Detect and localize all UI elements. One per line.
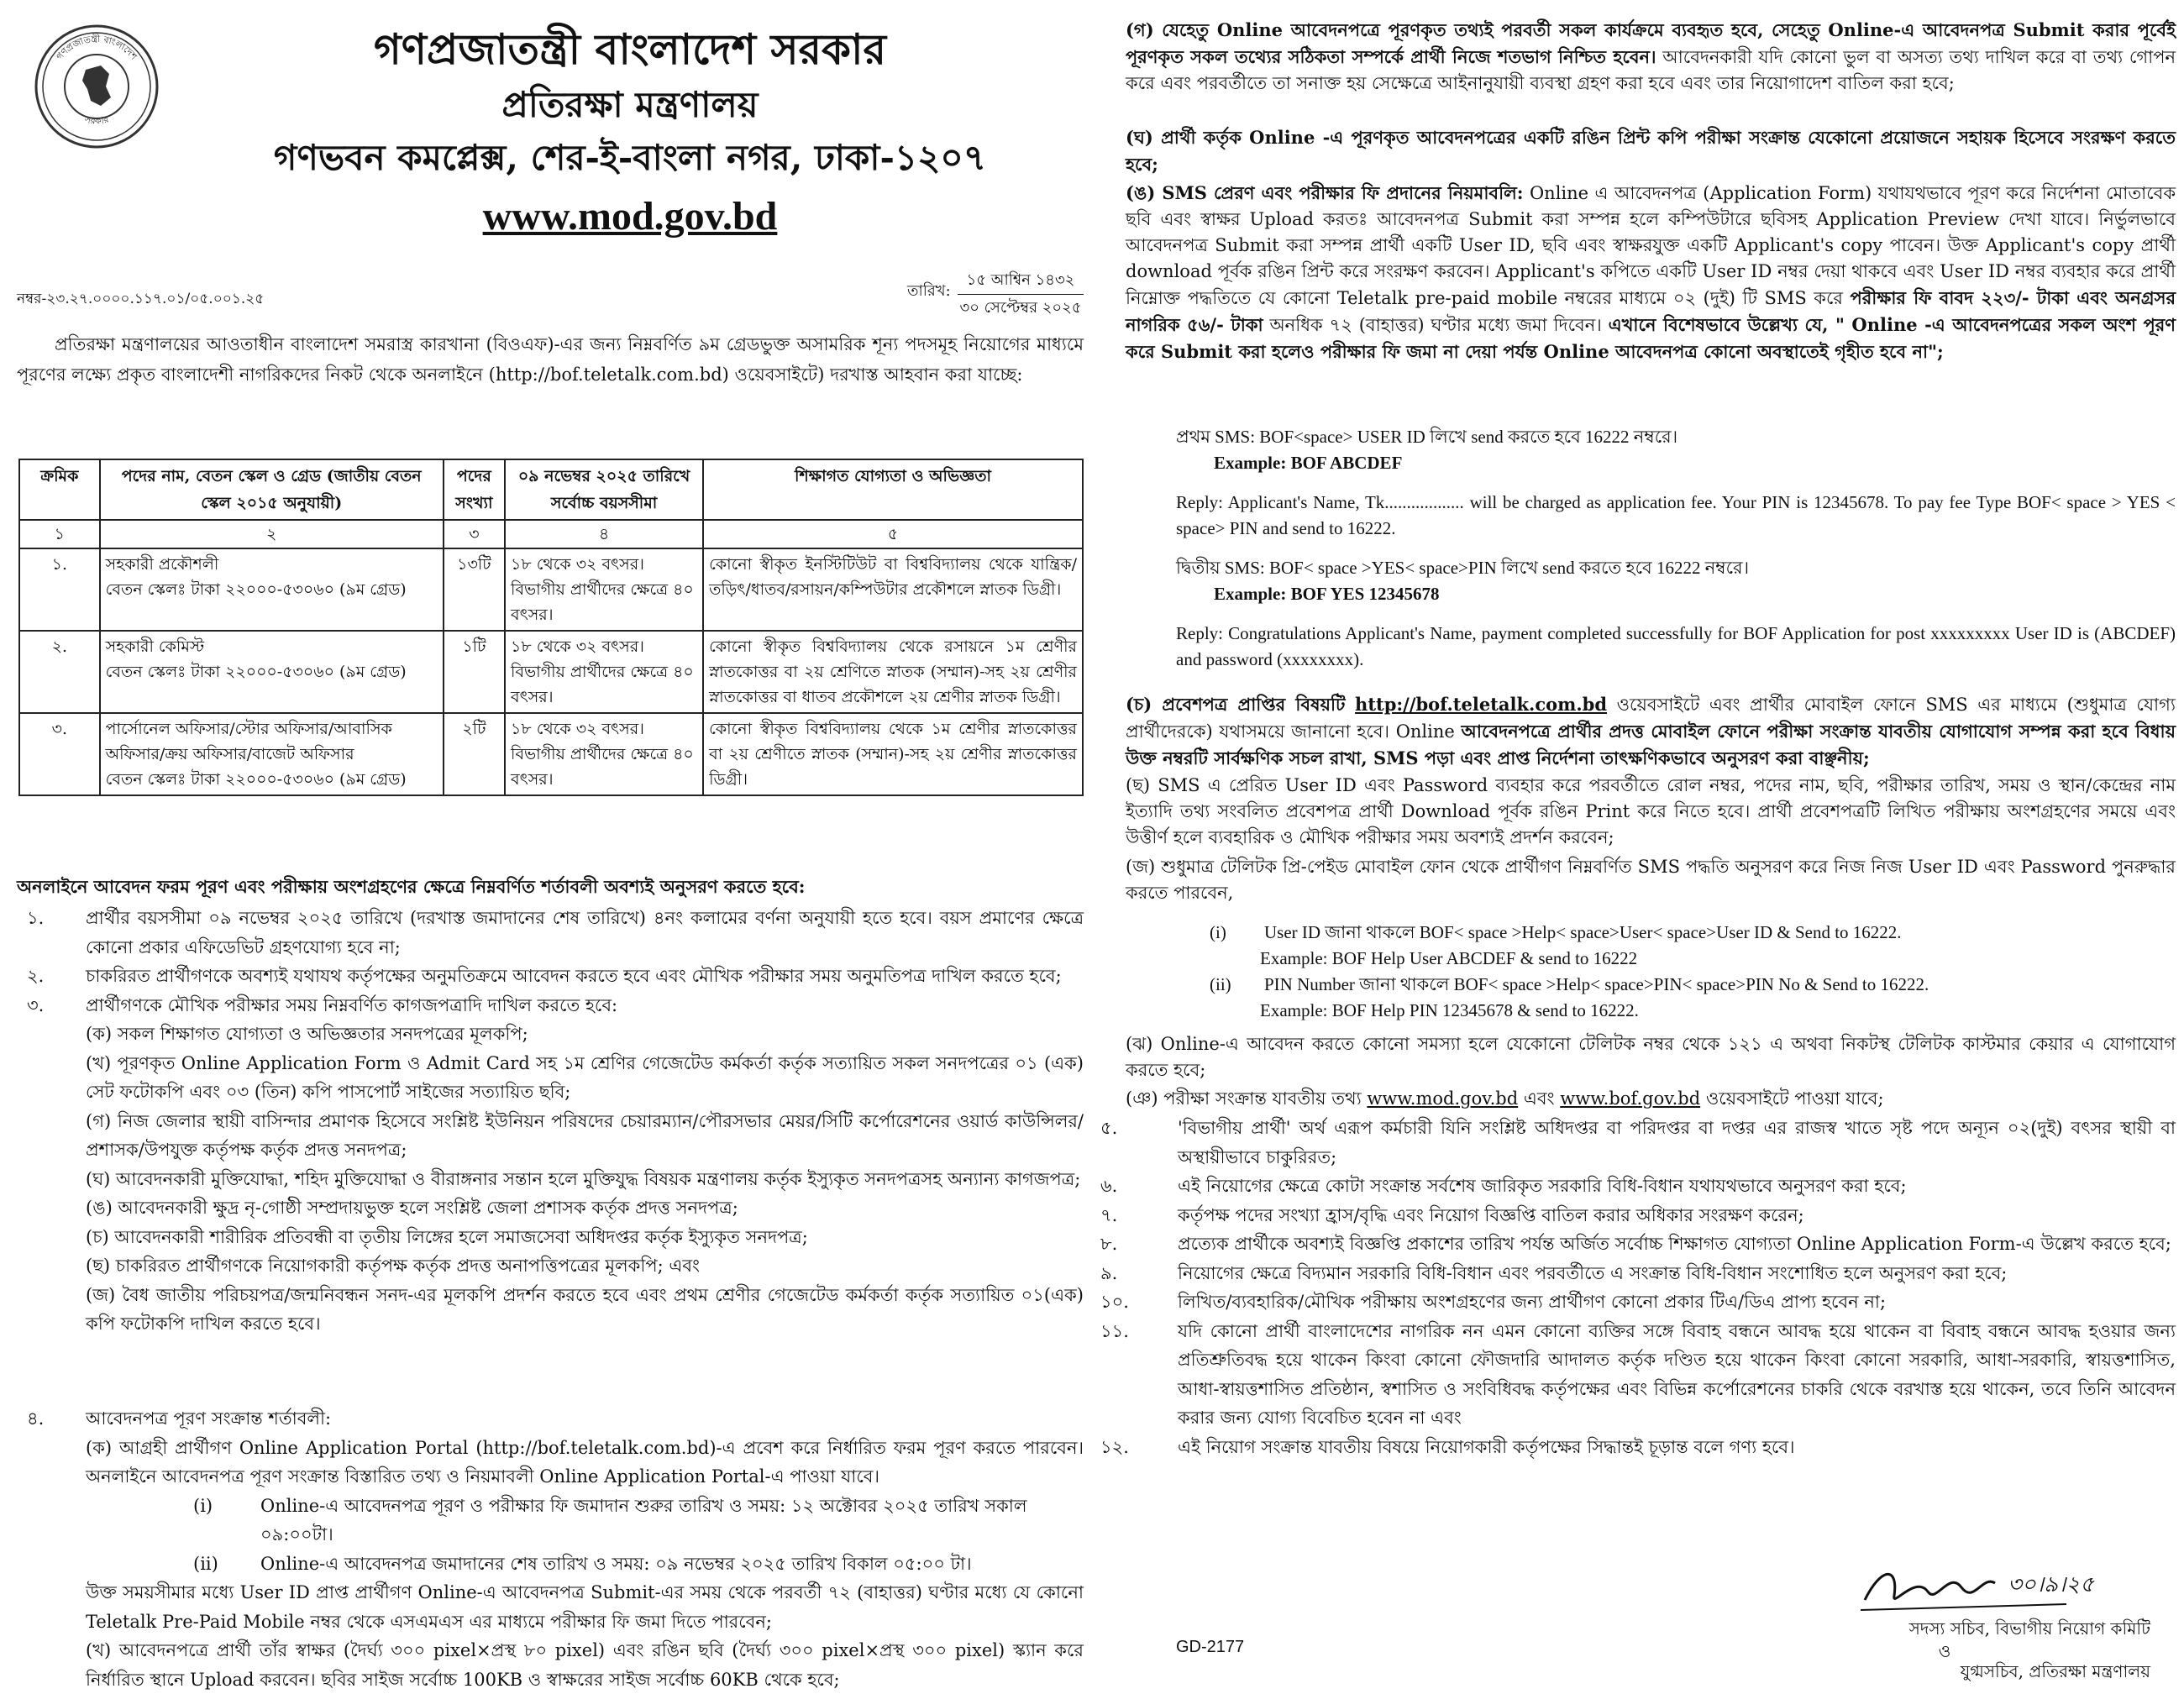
nya-text-2: এবং: [1518, 1088, 1561, 1109]
row-age: [505, 713, 703, 795]
condition-item: [1100, 1433, 2176, 1462]
second-sms-example: Example: BOF YES 12345678: [1214, 584, 1440, 604]
recovery-row: [1126, 920, 2176, 946]
item-text: প্রার্থীগণকে মৌখিক পরীক্ষার সময় নিম্নবর্ণিত কাগজপত্রাদি দাখিল করতে হবে:: [86, 994, 618, 1015]
date-label: তারিখ:: [907, 282, 951, 300]
conditions-list-4: [17, 1404, 1084, 1694]
ministry-address: গণভবন কমপ্লেক্স, শের-ই-বাংলা নগর, ঢাকা-১২০৭: [273, 137, 987, 178]
exam-fee-text: পরীক্ষার ফি বাবদ ২২৩/- টাকা এবং অনগ্রসর নাগরিক ৫৬/- টাকা: [1126, 287, 2176, 335]
age-limit: ১৮ থেকে ৩২ বৎসর।: [511, 720, 644, 738]
condition-item: [1100, 1317, 2176, 1433]
bof-website-link[interactable]: www.bof.gov.bd: [1560, 1088, 1701, 1109]
intro-text-2: ) ওয়েবসাইটে) দরখাস্ত আহবান করা যাচ্ছে:: [722, 364, 1023, 385]
condition-item: [17, 962, 1084, 991]
row-serial: ২.: [19, 631, 100, 713]
row-roman-number: (ii): [1210, 974, 1231, 994]
table-row: [19, 713, 1083, 795]
post-name: সহকারী কেমিস্ট: [105, 637, 205, 656]
posts-table: [18, 459, 1084, 796]
item-number: ৯.: [1100, 1262, 1118, 1283]
ga-text: আবেদনকারী যদি কোনো ভুল বা অসত্য তথ্য দাখিল করে বা তথ্য গোপন করে এবং পরবর্তীতে তা সনাক্ত হয় সেক্ষেত্রে আইনানুযায়ী ব্যবস্থা গ্রহণ করা হবে এবং তার নিয়োগাদেশ বাতিল করা হবে;: [1126, 47, 2176, 93]
item-number: ৬.: [1100, 1176, 1118, 1196]
first-sms-example: Example: BOF ABCDEF: [1214, 453, 1403, 473]
bof-teletalk-link[interactable]: http://bof.teletalk.com.bd: [495, 364, 722, 385]
item-number: ৭.: [1100, 1204, 1118, 1225]
memo-number: নম্বর-২৩.২৭.০০০০.১১৭.০১/০৫.০০১.২৫: [17, 291, 265, 307]
nga-text-2: অনধিক ৭২ (বাহাত্তর) ঘণ্টার মধ্যে জমা দিবেন।: [1263, 315, 1609, 335]
col-number: ২: [100, 520, 444, 548]
post-name: পার্সোনেল অফিসার/স্টোর অফিসার/আবাসিক অফিসার/ক্রয় অফিসার/বাজেট অফিসার: [105, 720, 392, 763]
condition-item: [17, 991, 1084, 1339]
table-column-number-row: [19, 520, 1083, 548]
date-row: [17, 1492, 1084, 1550]
svg-text:সরকার: সরকার: [83, 113, 110, 127]
col-header-post: পদের নাম, বেতন স্কেল ও গ্রেড (জাতীয় বেতন স্কেল ২০১৫ অনুযায়ী): [100, 459, 444, 520]
svg-text:৩০।৯।২৫: ৩০।৯।২৫: [2008, 1572, 2095, 1597]
cha-bold-text: আবেদনপত্রে প্রার্থীর প্রদত্ত মোবাইল ফোনে পরীক্ষা সংক্রান্ত যাবতীয় যোগাযোগ সম্পন্ন করা হবে বিধায় উক্ত নম্বরটি সার্বক্ষণিক সচল রাখা, SMS পড়া এবং প্রাপ্ত নির্দেশনা তাৎক্ষণিকভাবে অনুসরণ করা বাঞ্ছনীয়;: [1126, 721, 2176, 768]
item-text: 'বিভাগীয় প্রার্থী' অর্থ এরূপ কর্মচারী যিনি সংশ্লিষ্ট অধিদপ্তর বা পরিদপ্তর বা দপ্তর এর রাজস্ব খাতে সৃষ্ট পদে অন্যূন ০২(দুই) বৎসর স্থায়ী বা অস্থায়ীভাবে চাকুরিরত;: [1178, 1118, 2176, 1167]
col-header-age: ০৯ নভেম্বর ২০২৫ তারিখে সর্বোচ্চ বয়সসীমা: [505, 459, 703, 520]
item-number: ২.: [27, 966, 45, 986]
user-id-recovery-example: Example: BOF Help User ABCDEF & send to 16222: [1260, 948, 1638, 968]
recovery-sms-block: [1126, 920, 2176, 1024]
upload-requirements-text: (খ) আবেদনপত্রে প্রার্থী তাঁর স্বাক্ষর (দৈর্ঘ্য ৩০০ pixel×প্রস্থ ৮০ pixel) এবং রঙিন ছবি (দৈর্ঘ্য ৩০০ pixel×প্রস্থ ৩০০ pixel) স্ক্যান করে নির্ধারিত স্থানে Upload করবেন। ছবির সাইজ সর্বোচ্চ 100KB ও স্বাক্ষরের সাইজ সর্বোচ্চ 60KB থেকে হবে;: [86, 1640, 1084, 1690]
end-date-text: Online-এ আবেদনপত্র জমাদানের শেষ তারিখ ও সময়: ০৯ নভেম্বর ২০২৫ তারিখ বিকাল ০৫:০০ টা।: [260, 1553, 972, 1574]
condition-nya: [1126, 1086, 2176, 1112]
cha-text: ওয়েবসাইটে এবং প্রার্থীর মোবাইল ফোনে SMS এর মাধ্যমে (শুধুমাত্র যোগ্য প্রার্থীদেরকে) যথাসময়ে জানানো হবে। Online: [1126, 695, 2176, 742]
condition-item: [1100, 1230, 2176, 1259]
condition-item: [1100, 1201, 2176, 1230]
item-text: কর্তৃপক্ষ পদের সংখ্যা হ্রাস/বৃদ্ধি এবং নিয়োগ বিজ্ঞপ্তি বাতিল করার অধিকার সংরক্ষণ করেন;: [1178, 1204, 1804, 1225]
age-limit: ১৮ থেকে ৩২ বৎসর।: [511, 637, 644, 656]
item-number: ১২.: [1100, 1436, 1129, 1457]
item-text: লিখিত/ব্যবহারিক/মৌখিক পরীক্ষায় অংশগ্রহণের জন্য প্রার্থীগণ কোনো প্রকার টিএ/ডিএ প্রাপ্য হবেন না;: [1178, 1292, 1887, 1312]
sms-block: [1176, 424, 2176, 673]
cha-heading: (চ) প্রবেশপত্র প্রাপ্তির বিষয়টি: [1126, 694, 1346, 715]
gha-text: (ঘ) প্রার্থী কর্তৃক Online -এ পূরণকৃত আবেদনপত্রের একটি রঙিন প্রিন্ট কপি পরীক্ষা সংক্রান্ত যেকোনো প্রয়োজনে সহায়ক হিসেবে সংরক্ষণ করতে হবে;: [1126, 127, 2176, 175]
item-number: ১১.: [1100, 1320, 1129, 1341]
signatory-designation-2: যুগ্মসচিব, প্রতিরক্ষা মন্ত্রণালয়: [1960, 1661, 2150, 1681]
item-text: যদি কোনো প্রার্থী বাংলাদেশের নাগরিক নন এমন কোনো ব্যক্তির সঙ্গে বিবাহ বন্ধনে আবদ্ধ হয়ে থাকেন বা বিবাহ বন্ধনে আবদ্ধ হওয়ার জন্য প্রতিশ্রুতিবদ্ধ হয়ে থাকেন কিংবা কোনো ফৌজদারি আদালত কর্তৃক দণ্ডিত হয়ে থাকেন কিংবা কোনো সরকারি, আধা-সরকারি, স্বায়ত্তশাসিত, আধা-স্বায়ত্তশাসিত প্রতিষ্ঠান, স্বশাসিত ও সংবিধিবদ্ধ কর্তৃপক্ষের এবং বিভিন্ন কর্পোরেশনের চাকরি থেকে বরখাস্ত হয়ে থাকেন, তবে তিনি আবেদন করার জন্য যোগ্য বিবেচিত হবেন না এবং: [1178, 1320, 2176, 1428]
ministry-title: প্রতিরক্ষা মন্ত্রণালয়: [501, 84, 759, 125]
age-limit: ১৮ থেকে ৩২ বৎসর।: [511, 555, 644, 574]
pin-recovery-example: Example: BOF Help PIN 12345678 & send to 16222.: [1260, 1000, 1639, 1020]
date-english: ৩০ সেপ্টেম্বর ২০২৫: [959, 299, 1082, 317]
signatory-conjunction: ও: [1938, 1641, 1951, 1661]
row-post: [100, 631, 444, 713]
start-date-text: Online-এ আবেদনপত্র পূরণ ও পরীক্ষার ফি জমাদান শুরুর তারিখ ও সময়: ১২ অক্টোবর ২০২৫ তারিখ সকাল ০৯:০০টা।: [260, 1495, 1027, 1545]
row-serial: ৩.: [19, 713, 100, 795]
condition-cha: [1126, 691, 2176, 772]
user-id-recovery: User ID জানা থাকলে BOF< space >Help< space>User< space>User ID & Send to 16222.: [1264, 922, 1902, 942]
sub-item: (গ) নিজ জেলার স্থায়ী বাসিন্দার প্রমাণক হিসেবে সংশ্লিষ্ট ইউনিয়ন পরিষদের চেয়ারম্যান/পৌরসভার মেয়র/সিটি কর্পোরেশনের ওয়ার্ড কাউন্সিলর/প্রশাসক/উপযুক্ত কর্তৃপক্ষ কর্তৃক প্রদত্ত সনদপত্র;: [86, 1110, 1084, 1160]
item-number: ১.: [27, 908, 45, 928]
bof-teletalk-link[interactable]: http://bof.teletalk.com.bd: [1355, 694, 1608, 715]
nga-heading: (ঙ) SMS প্রেরণ এবং পরীক্ষার ফি প্রদানের নিয়মাবলি:: [1126, 182, 1524, 203]
condition-chha: (ছ) SMS এ প্রেরিত User ID এবং Password ব্যবহার করে পরবর্তীতে রোল নম্বর, পদের নাম, ছবি, পরীক্ষার তারিখ, সময় ও স্থান/কেন্দ্রের নাম ইত্যাদি তথ্য সংবলিত প্রবেশপত্র প্রার্থী Download পূর্বক রঙিন Print করে নিতে হবে। প্রার্থী প্রবেশপত্রটি লিখিত পরীক্ষায় অংশগ্রহণের সময়ে এবং উত্তীর্ণ হলে ব্যবহারিক ও মৌখিক পরীক্ষার সময় অবশ্যই প্রদর্শন করবেন;: [1126, 775, 2176, 847]
age-limit-departmental: বিভাগীয় প্রার্থীদের ক্ষেত্রে ৪০ বৎসর।: [511, 663, 694, 706]
first-sms-instruction: প্রথম SMS: BOF<space> USER ID লিখে send করতে হবে 16222 নম্বরে।: [1176, 427, 1678, 447]
condition-text: [17, 1578, 1084, 1636]
second-sms-reply: Reply: Congratulations Applicant's Name, payment completed successfully for BOF Application for post xxxxxxxxx User ID is (ABCDEF) and password (xxxxxxxx).: [1176, 623, 2176, 669]
row-post: [100, 548, 444, 631]
col-number: ১: [19, 520, 100, 548]
row-age: [505, 548, 703, 631]
post-name: সহকারী প্রকৌশলী: [105, 555, 219, 574]
item-number: ৫.: [1100, 1118, 1118, 1138]
condition-nga: [1126, 180, 2176, 365]
row-serial: ১.: [19, 548, 100, 631]
sub-item: (চ) আবেদনকারী শারীরিক প্রতিবন্ধী বা তৃতীয় লিঙ্গের হলে সমাজসেবা অধিদপ্তর কর্তৃক ইস্যুকৃত সনদপত্র;: [86, 1226, 808, 1247]
nga-important-note: এখানে বিশেষভাবে উল্লেখ্য যে, " Online -এ আবেদনপত্রের সকল অংশ পূরণ করে Submit করা হলেও পরীক্ষার ফি জমা না দেয়া পর্যন্ত Online আবেদনপত্র কোনো অবস্থাতেই গৃহীত হবে না";: [1126, 314, 2176, 362]
item-number: ৪.: [27, 1408, 45, 1429]
col-number: ৪: [505, 520, 703, 548]
fee-payment-text: উক্ত সময়সীমার মধ্যে User ID প্রাপ্ত প্রার্থীগণ Online-এ আবেদনপত্র Submit-এর সময় থেকে পরবর্তী ৭২ (বাহাত্তর) ঘণ্টার মধ্যে যে কোনো Teletalk Pre-Paid Mobile নম্বর থেকে এসএমএস এর মাধ্যমে পরীক্ষার ফি জমা দিতে পারবেন;: [86, 1582, 1084, 1632]
nga-text: Online এ আবেদনপত্র (Application Form) যথাযথভাবে পূরণ করে নির্দেশনা মোতাবেক ছবি এবং স্বাক্ষর Upload করতঃ আবেদনপত্র Submit করা সম্পন্ন হলে কম্পিউটারে ছবিসহ Application Preview দেখা যাবে। নির্ভুলভাবে আবেদনপত্র Submit করা সম্পন্ন প্রার্থী একটি User ID, ছবি এবং স্বাক্ষরযুক্ত একটি Applicant's copy পাবেন। উক্ত Applicant's copy প্রার্থী download পূর্বক রঙিন প্রিন্ট করে সংরক্ষণ করবেন। Applicant's কপিতে একটি User ID নম্বর দেয়া থাকবে এবং User ID নম্বর ব্যবহার করে প্রার্থী নিম্নোক্ত পদ্ধতিতে যে কোনো Teletalk pre-paid mobile নম্বরের মাধ্যমে ০২ (দুই) টি SMS করে: [1126, 183, 2176, 308]
left-column: [0, 0, 1092, 1690]
table-row: [19, 548, 1083, 631]
age-limit-departmental: বিভাগীয় প্রার্থীদের ক্ষেত্রে ৪০ বৎসর।: [511, 580, 694, 624]
condition-text: [17, 1636, 1084, 1694]
mod-website-link[interactable]: www.mod.gov.bd: [1367, 1088, 1519, 1109]
item-text: এই নিয়োগ সংক্রান্ত যাবতীয় বিষয়ে নিয়োগকারী কর্তৃপক্ষের সিদ্ধান্তই চূড়ান্ত বলে গণ্য হবে।: [1178, 1436, 1795, 1457]
nya-text-3: ওয়েবসাইটে পাওয়া যাবে;: [1700, 1088, 1884, 1109]
sub-item: (ক) সকল শিক্ষাগত যোগ্যতা ও অভিজ্ঞতার সনদপত্রের মূলকপি;: [86, 1024, 528, 1044]
general-conditions-list: [1100, 1114, 2176, 1461]
row-count: ২টি: [444, 713, 505, 795]
date-block: [958, 267, 1084, 322]
row-qualification: কোনো স্বীকৃত বিশ্ববিদ্যালয় থেকে রসায়নে ১ম শ্রেণীর স্নাতকোত্তর বা ২য় শ্রেণিতে স্নাতক (সম্মান)-সহ ২য় শ্রেণীর স্নাতকোত্তর বা ধাতব প্রকৌশলে ২য় শ্রেণীর স্নাতক ডিগ্রী।: [703, 631, 1083, 713]
first-sms-reply: Reply: Applicant's Name, Tk.................. will be charged as application fee. Your PIN is 12345678. To pay fee Type BOF< space > YES < space> PIN and send to 16222.: [1176, 492, 2176, 538]
item-text: এই নিয়োগের ক্ষেত্রে কোটা সংক্রান্ত সর্বশেষ জারিকৃত সরকারি বিধি-বিধান যথাযথভাবে অনুসরণ করা হবে;: [1178, 1176, 1907, 1196]
condition-item: [1100, 1288, 2176, 1317]
item-number: ৩.: [27, 994, 45, 1015]
right-column: [1100, 0, 2180, 1681]
col-header-count: পদের সংখ্যা: [444, 459, 505, 520]
row-qualification: কোনো স্বীকৃত ইনস্টিটিউট বা বিশ্ববিদ্যালয় থেকে যান্ত্রিক/তড়িৎ/ধাতব/রসায়ন/কম্পিউটার প্রকৌশলে স্নাতক ডিগ্রী।: [703, 548, 1083, 631]
condition-item: [17, 904, 1084, 962]
sub-item: (ঙ) আবেদনকারী ক্ষুদ্র নৃ-গোষ্ঠী সম্প্রদায়ভুক্ত হলে সংশ্লিষ্ট জেলা প্রশাসক কর্তৃক প্রদত্ত সনদপত্র;: [86, 1198, 738, 1218]
condition-jha: (ঝ) Online-এ আবেদন করতে কোনো সমস্যা হলে যেকোনো টেলিটক নম্বর থেকে ১২১ এ অথবা নিকটস্থ টেলিটক কাস্টমার কেয়ার এ যোগাযোগ করতে হবে;: [1126, 1034, 2176, 1080]
item-number: ৮.: [1100, 1234, 1118, 1254]
row-roman-number: (i): [1210, 922, 1226, 942]
condition-gha: [1126, 124, 2176, 178]
government-title: গণপ্রজাতন্ত্রী বাংলাদেশ সরকার: [374, 24, 886, 74]
handwritten-signature-icon: [1848, 1558, 2100, 1621]
recovery-row: [1126, 972, 2176, 998]
condition-ja: (জ) শুধুমাত্র টেলিটক প্রি-পেইড মোবাইল ফোন থেকে প্রার্থীগণ নিম্নবর্ণিত SMS পদ্ধতি অনুসরণ করে নিজ নিজ User ID এবং Password পুনরুদ্ধার করতে পারবেন,: [1126, 857, 2176, 903]
pay-scale: বেতন স্কেলঃ টাকা ২২০০০-৫৩০৬০ (৯ম গ্রেড): [105, 770, 407, 789]
date-bangla: ১৫ আশ্বিন ১৪৩২: [958, 267, 1084, 295]
condition-item: [1100, 1114, 2176, 1172]
condition-ga: [1126, 17, 2176, 97]
row-age: [505, 631, 703, 713]
table-row: [19, 631, 1083, 713]
item-text: চাকরিরত প্রার্থীগণকে অবশ্যই যথাযথ কর্তৃপক্ষের অনুমতিক্রমে আবেদন করতে হবে এবং মৌখিক পরীক্ষার সময় অনুমতিপত্র দাখিল করতে হবে;: [86, 966, 1062, 986]
conditions-list: [17, 904, 1084, 1339]
pay-scale: বেতন স্কেলঃ টাকা ২২০০০-৫৩০৬০ (৯ম গ্রেড): [105, 663, 407, 681]
table-header-row: [19, 459, 1083, 520]
row-roman-number: (ii): [193, 1553, 218, 1574]
sub-item: (ঘ) আবেদনকারী মুক্তিযোদ্ধা, শহিদ মুক্তিযোদ্ধা ও বীরাঙ্গনার সন্তান হলে মুক্তিযুদ্ধ বিষয়ক মন্ত্রণালয় কর্তৃক ইস্যুকৃত সনদপত্রসহ অন্যান্য কাগজপত্র;: [86, 1168, 1081, 1189]
row-count: ১৩টি: [444, 548, 505, 631]
col-header-qualification: শিক্ষাগত যোগ্যতা ও অভিজ্ঞতা: [703, 459, 1083, 520]
intro-text-1: প্রতিরক্ষা মন্ত্রণালয়ের আওতাধীন বাংলাদেশ সমরাস্ত্র কারখানা (বিওএফ)-এর জন্য নিম্নবর্ণিত ৯ম গ্রেডভুক্ত অসামরিক শূন্য পদসমূহ নিয়োগের মাধ্যমে পূরণের লক্ষ্যে প্রকৃত বাংলাদেশী নাগরিকদের নিকট থেকে অনলাইনে (: [17, 334, 1084, 385]
condition-item: [17, 1404, 1084, 1492]
condition-item: [1100, 1172, 2176, 1201]
item-text: প্রার্থীর বয়সসীমা ০৯ নভেম্বর ২০২৫ তারিখে (দরখাস্ত জমাদানের শেষ তারিখে) ৪নং কলামের বর্ণনা অনুযায়ী হতে হবে। বয়স প্রমাণের ক্ষেত্রে কোনো প্রকার এফিডেভিট গ্রহণযোগ্য হবে না;: [86, 908, 1084, 957]
item-text: আবেদনপত্র পূরণ সংক্রান্ত শর্তাবলী:: [86, 1408, 332, 1429]
item-text: প্রত্যেক প্রার্থীকে অবশ্যই বিজ্ঞপ্তি প্রকাশের তারিখ পর্যন্ত অর্জিত সর্বোচ্চ শিক্ষাগত যোগ্যতা Online Application Form-এ উল্লেখ করতে হবে;: [1178, 1234, 2171, 1254]
svg-text:গণপ্রজাতন্ত্রী বাংলাদেশ: গণপ্রজাতন্ত্রী বাংলাদেশ: [54, 33, 139, 62]
condition-item: [1100, 1259, 2176, 1288]
pay-scale: বেতন স্কেলঃ টাকা ২২০০০-৫৩০৬০ (৯ম গ্রেড): [105, 580, 407, 599]
ministry-website-link[interactable]: www.mod.gov.bd: [482, 194, 778, 239]
date-row: [17, 1550, 1084, 1579]
pin-recovery: PIN Number জানা থাকলে BOF< space >Help< space>PIN< space>PIN No & Send to 16222.: [1264, 974, 1929, 994]
intro-paragraph: [17, 329, 1084, 390]
sub-item: (ক) আগ্রহী প্রার্থীগণ Online Application Portal (http://bof.teletalk.com.bd)-এ প্রবেশ করে নির্ধারিত ফরম পূরণ করতে পারবেন। অনলাইনে আবেদনপত্র পূরণ সংক্রান্ত বিস্তারিত তথ্য ও নিয়মাবলী Online Application Portal-এ পাওয়া যাবে।: [86, 1437, 1084, 1487]
age-limit-departmental: বিভাগীয় প্রার্থীদের ক্ষেত্রে ৪০ বৎসর।: [511, 745, 694, 789]
second-sms-instruction: দ্বিতীয় SMS: BOF< space >YES< space>PIN লিখে send করতে হবে 16222 নম্বরে।: [1176, 558, 1750, 578]
col-number: ৩: [444, 520, 505, 548]
item-number: ১০.: [1100, 1292, 1129, 1312]
gd-number: GD-2177: [1176, 1638, 1245, 1656]
sub-item: (খ) পূরণকৃত Online Application Form ও Admit Card সহ ১ম শ্রেণির গেজেটেড কর্মকর্তা কর্তৃক সত্যায়িত সকল সনদপত্রের ০১ (এক) সেট ফটোকপি এবং ০৩ (তিন) কপি পাসপোর্ট সাইজের সত্যায়িত ছবি;: [86, 1052, 1084, 1102]
row-qualification: কোনো স্বীকৃত বিশ্ববিদ্যালয় থেকে ১ম শ্রেণীর স্নাতকোত্তর বা ২য় শ্রেণীতে স্নাতক (সম্মান)-সহ ২য় শ্রেণীর স্নাতকোত্তর ডিগ্রী।: [703, 713, 1083, 795]
sub-item: (ছ) চাকরিরত প্রার্থীগণকে নিয়োগকারী কর্তৃপক্ষ কর্তৃক প্রদত্ত অনাপত্তিপত্রের মূলকপি; এবং: [86, 1256, 701, 1276]
col-number: ৫: [703, 520, 1083, 548]
government-seal-icon: [34, 24, 160, 149]
sub-item: (জ) বৈধ জাতীয় পরিচয়পত্র/জন্মনিবন্ধন সনদ-এর মূলকপি প্রদর্শন করতে হবে এবং প্রথম শ্রেণীর গেজেটেড কর্মকর্তা কর্তৃক সত্যায়িত ০১(এক) কপি ফটোকপি দাখিল করতে হবে।: [86, 1284, 1084, 1334]
conditions-heading: অনলাইনে আবেদন ফরম পূরণ এবং পরীক্ষায় অংশগ্রহণের ক্ষেত্রে নিম্নবর্ণিত শর্তাবলী অবশ্যই অনুসরণ করতে হবে:: [17, 876, 806, 897]
signatory-designation-1: সদস্য সচিব, বিভাগীয় নিয়োগ কমিটি: [1908, 1618, 2150, 1639]
col-header-serial: ক্রমিক: [19, 459, 100, 520]
item-text: নিয়োগের ক্ষেত্রে বিদ্যমান সরকারি বিধি-বিধান এবং পরবর্তীতে এ সংক্রান্ত বিধি-বিধান সংশোধিত হলে অনুসরণ করা হবে;: [1178, 1262, 2008, 1283]
ga-bold-text: (গ) যেহেতু Online আবেদনপত্রে পূরণকৃত তথ্যই পরবর্তী সকল কার্যক্রমে ব্যবহৃত হবে, সেহেতু Online-এ আবেদনপত্র Submit করার পূর্বেই পূরণকৃত সকল তথ্যের সঠিকতা সম্পর্কে প্রার্থী নিজে শতভাগ নিশ্চিত হবেন।: [1126, 19, 2176, 67]
row-roman-number: (i): [193, 1495, 213, 1516]
nya-text: (ঞ) পরীক্ষা সংক্রান্ত যাবতীয় তথ্য: [1126, 1088, 1368, 1109]
row-post: [100, 713, 444, 795]
row-count: ১টি: [444, 631, 505, 713]
